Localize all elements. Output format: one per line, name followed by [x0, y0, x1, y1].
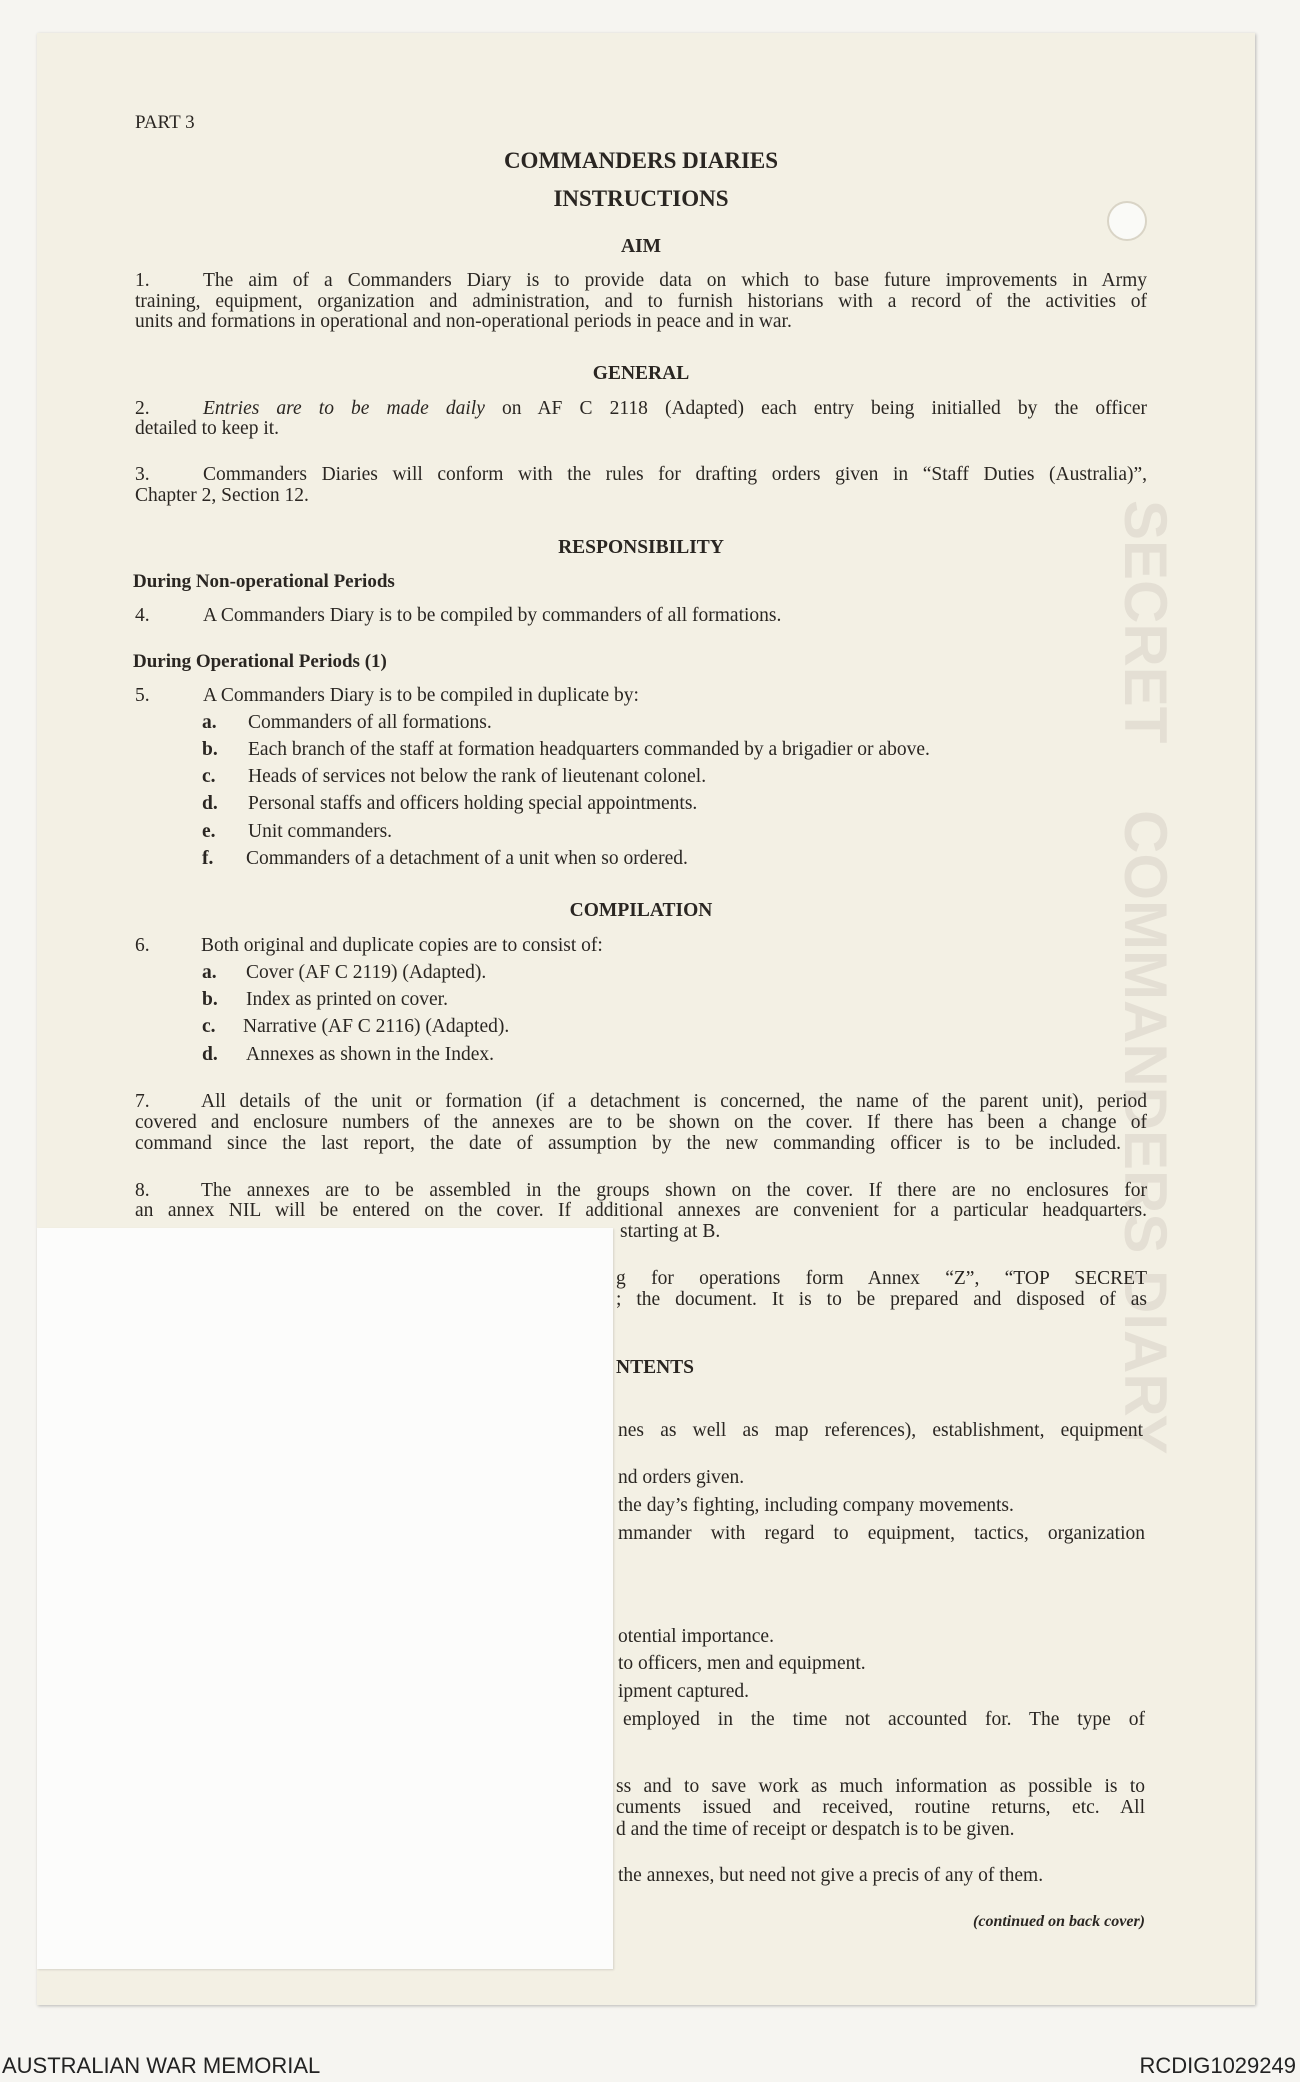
list-item: Narrative (AF C 2116) (Adapted).	[243, 1016, 510, 1037]
list-item: Commanders of a detachment of a unit when so ordered.	[246, 848, 688, 869]
item-letter: d.	[202, 1044, 218, 1065]
para-line: an annex NIL will be entered on the cover. If additional annexes are convenient for a particular headquarters.	[135, 1200, 1147, 1221]
para-line: detailed to keep it.	[135, 418, 280, 439]
text: on AF C 2118 (Adapted) each entry being initialled by the officer	[484, 398, 1147, 419]
para-number: 3.	[135, 464, 150, 485]
para-line: Commanders Diaries will conform with the rules for drafting orders given in “Staff Duties (Australia)”,	[203, 464, 1147, 485]
para-line: covered and enclosure numbers of the annexes are to be shown on the cover. If there has been a change of	[135, 1112, 1147, 1133]
heading-responsibility: RESPONSIBILITY	[558, 537, 724, 558]
item-letter: c.	[202, 766, 216, 787]
para-number: 5.	[135, 685, 150, 706]
continued-note: (continued on back cover)	[973, 1913, 1145, 1930]
para-line: Chapter 2, Section 12.	[135, 485, 309, 506]
partial-line: employed in the time not accounted for. The type of	[623, 1709, 1145, 1730]
para-number: 7.	[135, 1091, 150, 1112]
item-letter: b.	[202, 739, 218, 760]
partial-line: nes as well as map references), establishment, equipment	[618, 1420, 1143, 1441]
item-letter: f.	[202, 848, 214, 869]
para-line	[203, 398, 1147, 420]
para-number: 8.	[135, 1180, 150, 1201]
para-number: 1.	[135, 270, 150, 291]
part-label: PART 3	[135, 112, 195, 133]
partial-line: ss and to save work as much information as possible is to	[616, 1776, 1145, 1797]
partial-line: ipment captured.	[618, 1681, 750, 1702]
partial-line: the annexes, but need not give a precis of any of them.	[618, 1865, 1044, 1886]
list-item: Each branch of the staff at formation headquarters commanded by a brigadier or above.	[248, 739, 930, 760]
partial-line: otential importance.	[618, 1626, 774, 1647]
list-item: Annexes as shown in the Index.	[246, 1044, 495, 1065]
para-line: The aim of a Commanders Diary is to provide data on which to base future improvements in Army	[203, 270, 1147, 291]
list-item: Unit commanders.	[248, 821, 393, 842]
para-line: The annexes are to be assembled in the groups shown on the cover. If there are no enclosures for	[201, 1180, 1147, 1201]
emphasis: Entries are to be made daily	[203, 398, 485, 419]
heading-general: GENERAL	[592, 363, 690, 384]
partial-line: the day’s fighting, including company movements.	[618, 1495, 1014, 1516]
item-letter: c.	[202, 1016, 216, 1037]
footer-record-id: RCDIG1029249	[1139, 2053, 1296, 2078]
para-number: 2.	[135, 398, 150, 419]
para-line: A Commanders Diary is to be compiled by commanders of all formations.	[203, 605, 782, 626]
partial-line: to officers, men and equipment.	[618, 1653, 866, 1674]
partial-line: mmander with regard to equipment, tactics, organization	[618, 1523, 1145, 1544]
para-line: command since the last report, the date of assumption by the new commanding officer is to be included.	[135, 1133, 1121, 1154]
list-item: Commanders of all formations.	[248, 712, 492, 733]
show-through-text: SECRET COMMANDERS DIARY	[1112, 500, 1179, 1455]
list-item: Heads of services not below the rank of lieutenant colonel.	[248, 766, 707, 787]
para-line: units and formations in operational and non-operational periods in peace and in war.	[135, 311, 792, 332]
subheading: During Operational Periods (1)	[133, 651, 387, 672]
list-item: Personal staffs and officers holding special appointments.	[248, 793, 698, 814]
item-letter: a.	[202, 962, 217, 983]
partial-line: cuments issued and received, routine returns, etc. All	[616, 1797, 1145, 1818]
partial-line: nd orders given.	[618, 1467, 745, 1488]
list-item: Index as printed on cover.	[246, 989, 448, 1010]
covering-sheet	[37, 1228, 613, 1969]
partial-line: d and the time of receipt or despatch is to be given.	[616, 1819, 1015, 1840]
partial-line: g for operations form Annex “Z”, “TOP SECRET	[616, 1268, 1147, 1289]
document-subtitle: INSTRUCTIONS	[553, 186, 729, 211]
para-line: All details of the unit or formation (if a detachment is concerned, the name of the parent unit), period	[201, 1091, 1147, 1112]
item-letter: d.	[202, 793, 218, 814]
para-line: training, equipment, organization and administration, and to furnish historians with a record of the activities of	[135, 291, 1147, 312]
para-line: A Commanders Diary is to be compiled in duplicate by:	[203, 685, 639, 706]
para-number: 6.	[135, 935, 150, 956]
item-letter: b.	[202, 989, 218, 1010]
document-title: COMMANDERS DIARIES	[503, 148, 779, 173]
partial-heading: NTENTS	[616, 1357, 695, 1378]
list-item: Cover (AF C 2119) (Adapted).	[246, 962, 487, 983]
para-number: 4.	[135, 605, 150, 626]
item-letter: e.	[202, 821, 216, 842]
footer-institution: AUSTRALIAN WAR MEMORIAL	[2, 2053, 321, 2078]
para-line: Both original and duplicate copies are to consist of:	[201, 935, 603, 956]
heading-compilation: COMPILATION	[569, 900, 713, 921]
para-line: starting at B.	[620, 1221, 721, 1242]
item-letter: a.	[202, 712, 217, 733]
heading-aim: AIM	[620, 236, 662, 257]
partial-line: ; the document. It is to be prepared and disposed of as	[616, 1289, 1147, 1310]
subheading: During Non-operational Periods	[133, 571, 395, 592]
